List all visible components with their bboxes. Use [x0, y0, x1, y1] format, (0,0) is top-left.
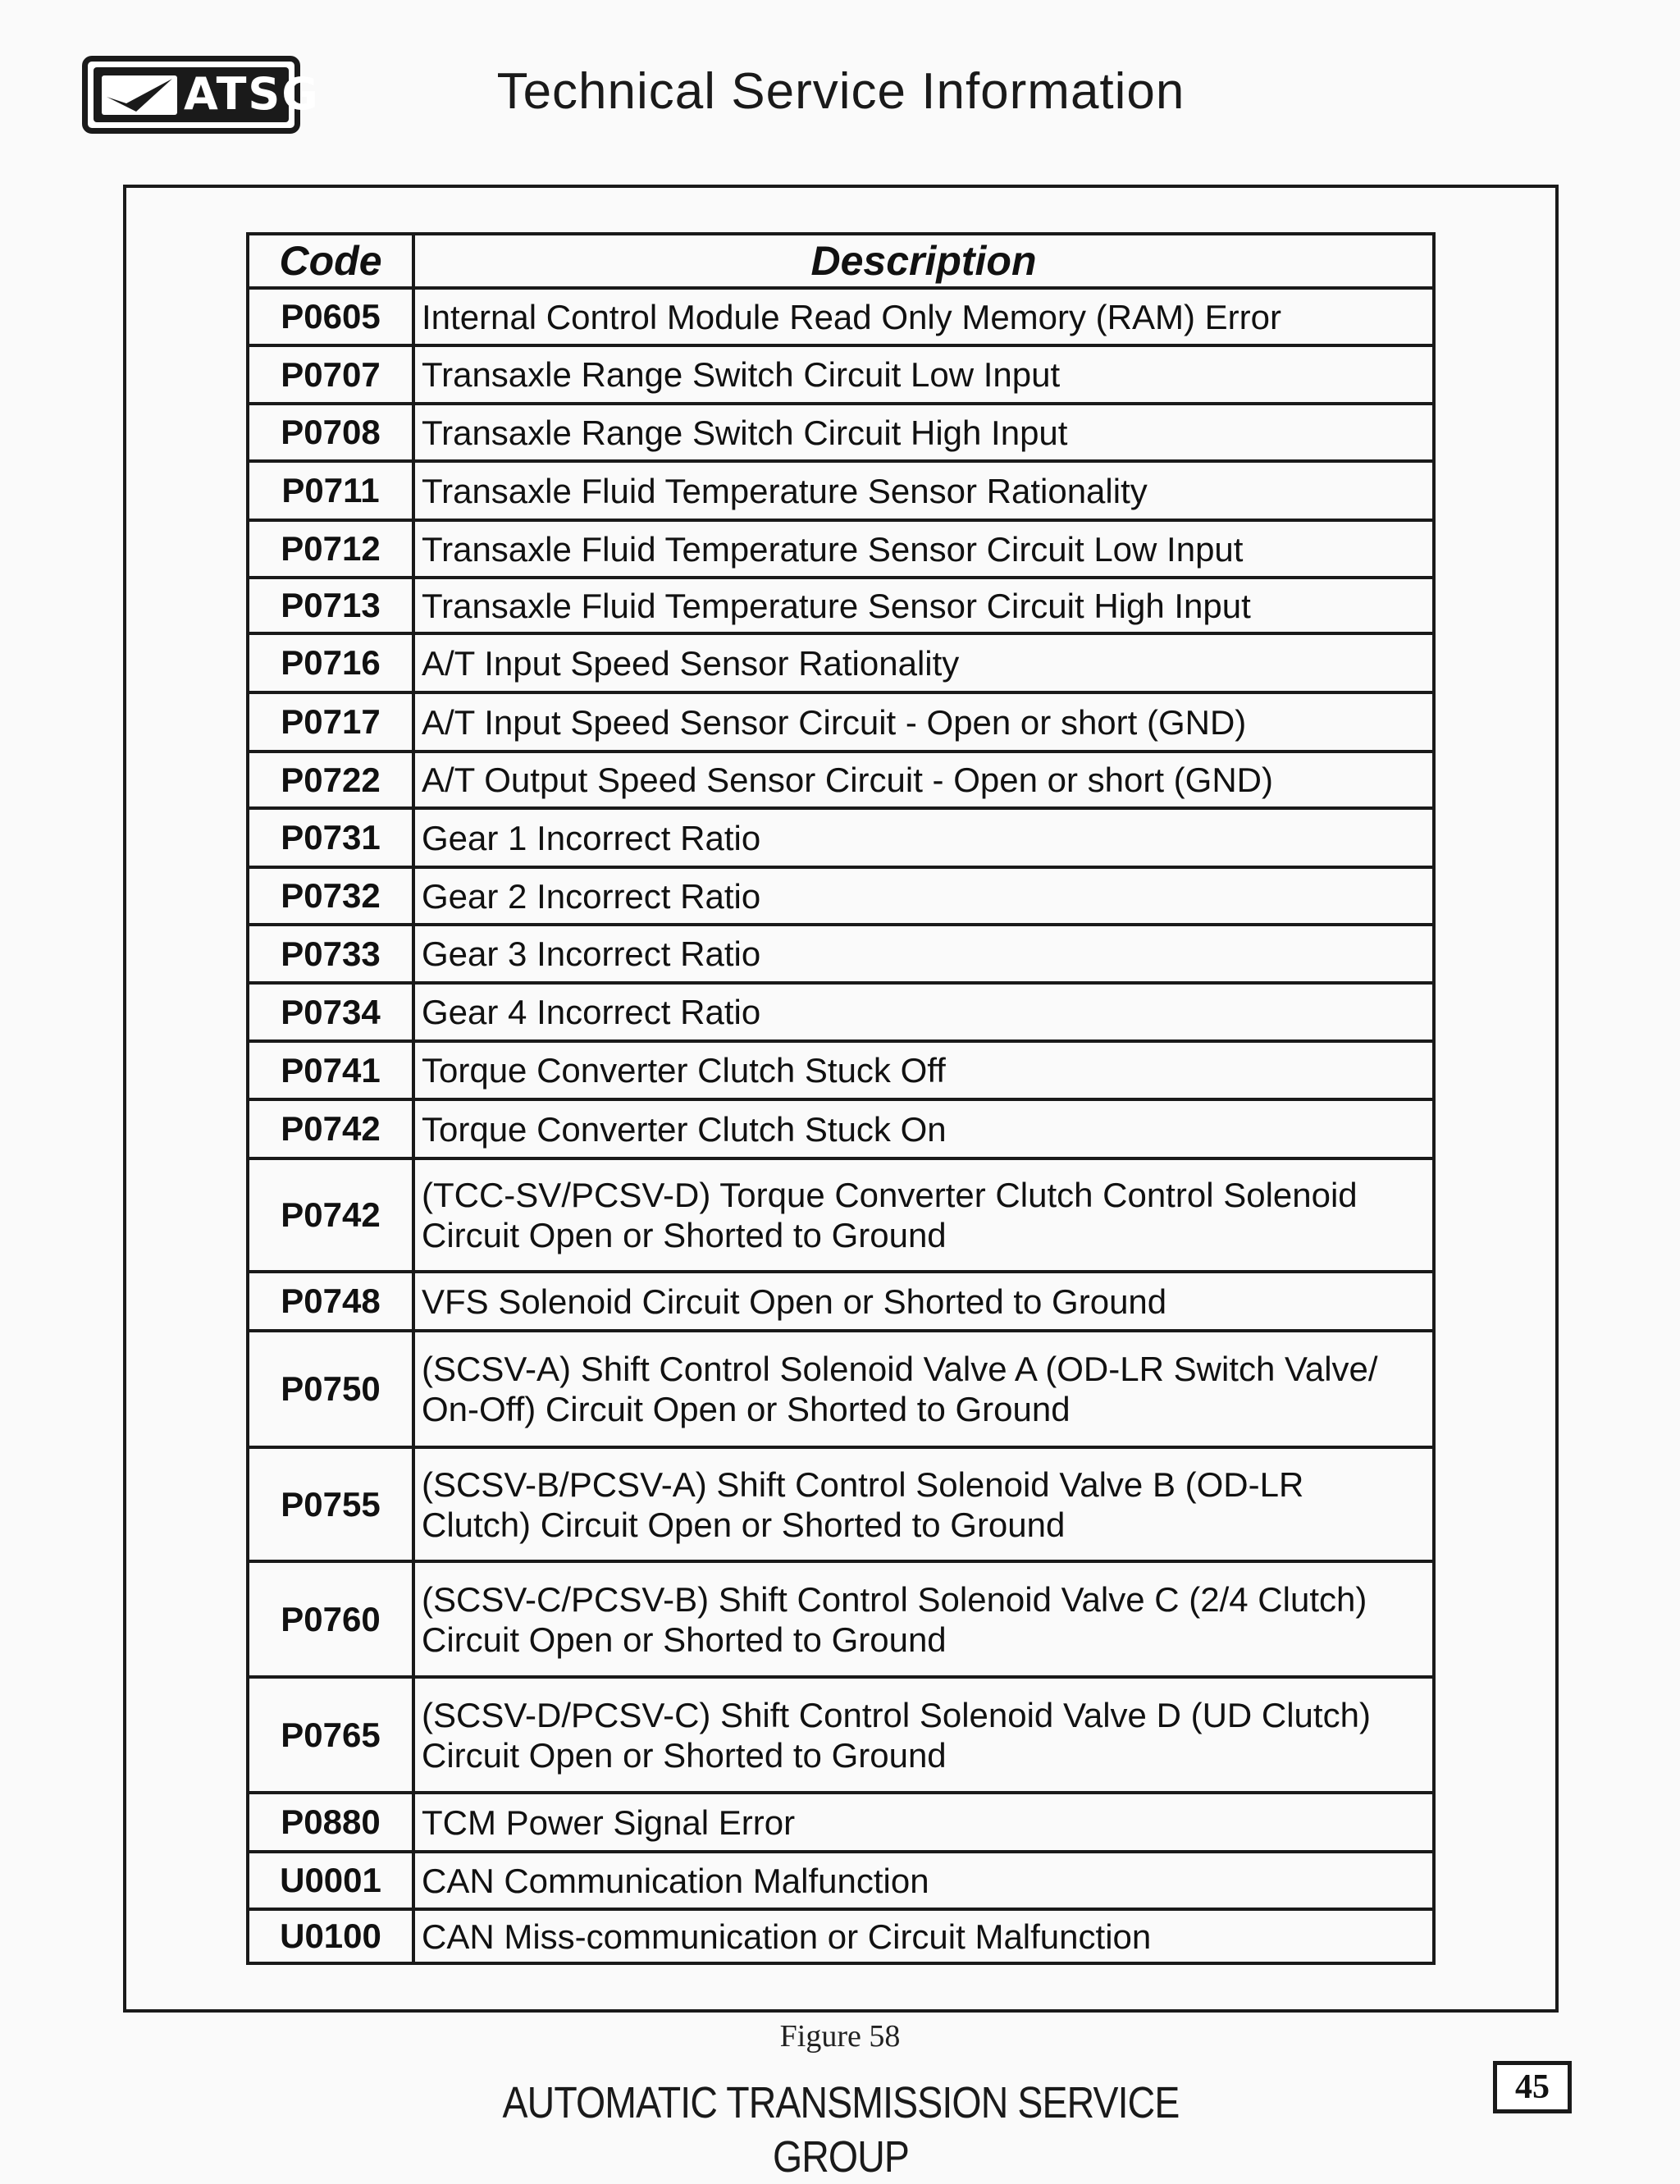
table-row [248, 1793, 1434, 1852]
page-number: 45 [1493, 2061, 1572, 2113]
table-row [248, 1447, 1434, 1561]
table-row [248, 1272, 1434, 1331]
code-cell: U0001 [248, 1852, 413, 1909]
figure-caption: Figure 58 [779, 2019, 901, 2054]
table-row [248, 692, 1434, 752]
table-row [248, 1158, 1434, 1272]
code-cell: P0742 [248, 1099, 413, 1158]
logo-text: ATSG [184, 68, 320, 120]
code-cell: P0731 [248, 808, 413, 867]
code-cell: P0712 [248, 520, 413, 578]
code-cell: P0707 [248, 345, 413, 404]
table-row [248, 633, 1434, 692]
table-row [248, 404, 1434, 461]
page-title: Technical Service Information [496, 63, 1185, 120]
description-cell: A/T Input Speed Sensor Rationality [413, 633, 1434, 692]
description-cell: Torque Converter Clutch Stuck Off [413, 1041, 1434, 1099]
footer-organization: AUTOMATIC TRANSMISSION SERVICE GROUP [502, 2078, 1180, 2182]
table-row [248, 345, 1434, 404]
code-cell: P0713 [248, 578, 413, 633]
description-cell: Torque Converter Clutch Stuck On [413, 1099, 1434, 1158]
description-cell: (SCSV-D/PCSV-C) Shift Control Solenoid Valve D (UD Clutch) Circuit Open or Shorted to Ground [413, 1677, 1434, 1793]
description-cell: Transaxle Range Switch Circuit Low Input [413, 345, 1434, 404]
table-row [248, 925, 1434, 983]
code-cell: P0708 [248, 404, 413, 461]
code-cell: P0732 [248, 867, 413, 925]
code-cell: P0711 [248, 461, 413, 520]
description-cell: (TCC-SV/PCSV-D) Torque Converter Clutch Control Solenoid Circuit Open or Shorted to Ground [413, 1158, 1434, 1272]
description-cell: A/T Output Speed Sensor Circuit - Open or short (GND) [413, 752, 1434, 808]
table-row [248, 578, 1434, 633]
table-row [248, 1909, 1434, 1963]
table-row [248, 808, 1434, 867]
description-cell: Gear 2 Incorrect Ratio [413, 867, 1434, 925]
description-cell: TCM Power Signal Error [413, 1793, 1434, 1852]
code-cell: U0100 [248, 1909, 413, 1963]
description-cell: (SCSV-B/PCSV-A) Shift Control Solenoid Valve B (OD-LR Clutch) Circuit Open or Shorted to Ground [413, 1447, 1434, 1561]
description-cell: A/T Input Speed Sensor Circuit - Open or short (GND) [413, 692, 1434, 752]
code-cell: P0734 [248, 983, 413, 1041]
table-row [248, 1099, 1434, 1158]
code-cell: P0605 [248, 288, 413, 345]
description-cell: (SCSV-C/PCSV-B) Shift Control Solenoid Valve C (2/4 Clutch) Circuit Open or Shorted to Ground [413, 1561, 1434, 1677]
description-cell: Transaxle Fluid Temperature Sensor Circuit High Input [413, 578, 1434, 633]
code-cell: P0733 [248, 925, 413, 983]
code-cell: P0750 [248, 1331, 413, 1447]
description-cell: (SCSV-A) Shift Control Solenoid Valve A (OD-LR Switch Valve/ On-Off) Circuit Open or Shorted to Ground [413, 1331, 1434, 1447]
description-column-header: Description [413, 234, 1434, 288]
code-cell: P0742 [248, 1158, 413, 1272]
code-cell: P0722 [248, 752, 413, 808]
table-row [248, 752, 1434, 808]
code-cell: P0716 [248, 633, 413, 692]
code-cell: P0765 [248, 1677, 413, 1793]
table-row [248, 1677, 1434, 1793]
description-cell: Gear 3 Incorrect Ratio [413, 925, 1434, 983]
description-cell: CAN Communication Malfunction [413, 1852, 1434, 1909]
description-cell: Gear 1 Incorrect Ratio [413, 808, 1434, 867]
code-cell: P0741 [248, 1041, 413, 1099]
table-row [248, 461, 1434, 520]
description-cell: VFS Solenoid Circuit Open or Shorted to Ground [413, 1272, 1434, 1331]
code-cell: P0760 [248, 1561, 413, 1677]
description-cell: Transaxle Fluid Temperature Sensor Rationality [413, 461, 1434, 520]
code-column-header: Code [248, 234, 413, 288]
table-row [248, 983, 1434, 1041]
table-row [248, 1852, 1434, 1909]
code-cell: P0717 [248, 692, 413, 752]
table-row [248, 288, 1434, 345]
table-row [248, 867, 1434, 925]
description-cell: CAN Miss-communication or Circuit Malfunction [413, 1909, 1434, 1963]
checkmark-icon [102, 75, 177, 115]
table-row [248, 1561, 1434, 1677]
atsg-logo [82, 56, 320, 134]
dtc-table [246, 232, 1436, 1965]
code-cell: P0880 [248, 1793, 413, 1852]
code-cell: P0755 [248, 1447, 413, 1561]
description-cell: Transaxle Fluid Temperature Sensor Circuit Low Input [413, 520, 1434, 578]
description-cell: Transaxle Range Switch Circuit High Input [413, 404, 1434, 461]
description-cell: Internal Control Module Read Only Memory (RAM) Error [413, 288, 1434, 345]
table-row [248, 520, 1434, 578]
table-row [248, 1331, 1434, 1447]
code-cell: P0748 [248, 1272, 413, 1331]
table-row [248, 1041, 1434, 1099]
table-header-row [248, 234, 1434, 288]
description-cell: Gear 4 Incorrect Ratio [413, 983, 1434, 1041]
